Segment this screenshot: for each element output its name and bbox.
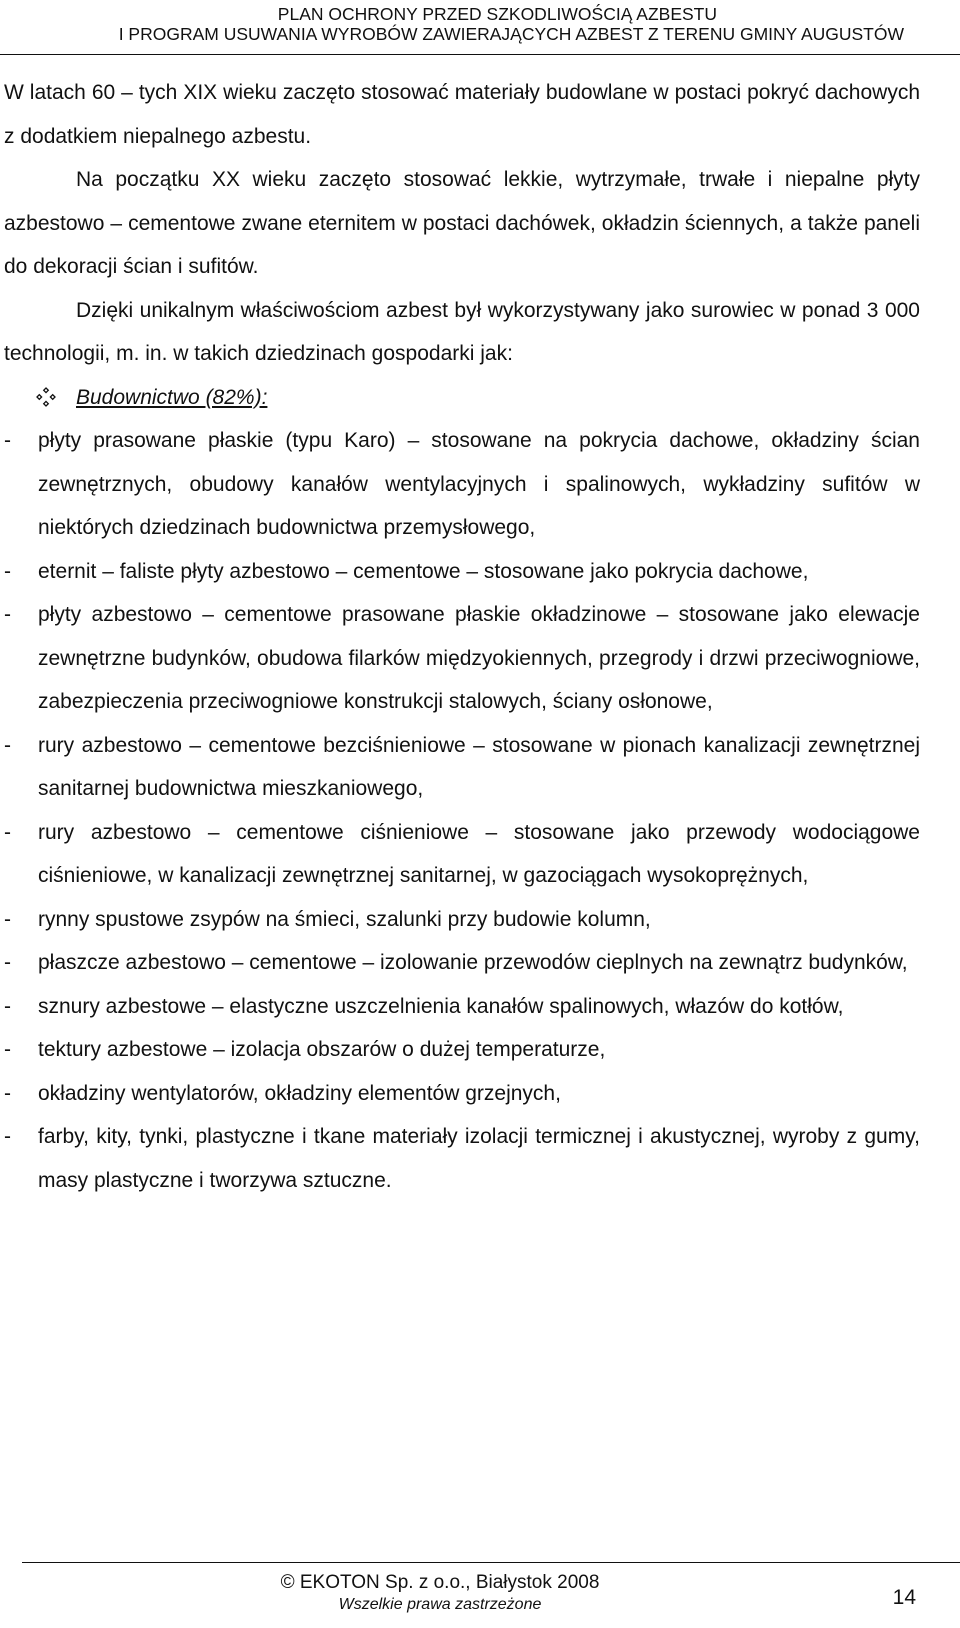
dash-marker: - — [4, 907, 11, 931]
dash-marker: - — [4, 1038, 11, 1061]
usage-list — [4, 419, 920, 1202]
dash-marker: - — [4, 603, 11, 626]
paragraph-technologies: Dzięki unikalnym właściwościom azbest był wykorzystywany jako surowiec w ponad 3 000 technologii, m. in. w takich dziedzinach gospodarki jak: — [4, 298, 920, 365]
list-item — [4, 724, 920, 811]
page-header — [0, 0, 960, 60]
page-footer — [0, 1562, 960, 1628]
header-divider — [0, 54, 960, 55]
list-item — [4, 941, 920, 985]
header-subtitle: I PROGRAM USUWANIA WYROBÓW ZAWIERAJĄCYCH AZBEST Z TERENU GMINY AUGUSTÓW — [118, 24, 904, 44]
list-item — [4, 1028, 920, 1072]
page-number: 14 — [892, 1586, 916, 1609]
list-item — [4, 419, 920, 550]
list-item-text: sznury azbestowe – elastyczne uszczelnienia kanałów spalinowych, włazów do kotłów, — [38, 994, 844, 1018]
list-item-text: rury azbestowo – cementowe bezciśnieniowe – stosowane w pionach kanalizacji zewnętrznej sanitarnej budownictwa mieszkaniowego, — [38, 733, 920, 800]
dash-marker: - — [4, 1081, 11, 1105]
list-item-text: farby, kity, tynki, plastyczne i tkane materiały izolacji termicznej i akustycznej, wyroby z gumy, masy plastyczne i tworzywa sztuczne. — [38, 1125, 920, 1192]
dash-marker: - — [4, 951, 11, 974]
list-item-text: okładziny wentylatorów, okładziny elementów grzejnych, — [38, 1081, 561, 1105]
footer-copyright: © EKOTON Sp. z o.o., Białystok 2008 — [280, 1572, 600, 1593]
list-item — [4, 593, 920, 724]
paragraph-eternit: Na początku XX wieku zaczęto stosować lekkie, wytrzymałe, trwałe i niepalne płyty azbestowo – cementowe zwane eternitem w postaci dachówek, okładzin ściennych, a także paneli do dekoracji ścian i sufitów. — [4, 168, 920, 278]
list-item — [4, 1115, 920, 1202]
section-label: Budownictwo (82%): — [76, 385, 268, 409]
dash-marker: - — [4, 820, 11, 844]
dash-marker: - — [4, 1125, 11, 1148]
dash-marker: - — [4, 559, 11, 583]
list-item — [4, 811, 920, 898]
list-item — [4, 985, 920, 1029]
section-heading-construction — [36, 376, 920, 420]
header-title: PLAN OCHRONY PRZED SZKODLIWOŚCIĄ AZBESTU — [277, 4, 717, 24]
four-diamond-bullet-icon — [36, 387, 56, 407]
dash-marker: - — [4, 994, 11, 1018]
list-item-text: płaszcze azbestowo – cementowe – izolowanie przewodów cieplnych na zewnątrz budynków, — [38, 951, 908, 974]
list-item — [4, 1072, 920, 1116]
paragraph-history: W latach 60 – tych XIX wieku zaczęto stosować materiały budowlane w postaci pokryć dachowych z dodatkiem niepalnego azbestu. — [4, 81, 920, 148]
list-item-text: tektury azbestowe – izolacja obszarów o dużej temperaturze, — [38, 1038, 606, 1061]
list-item — [4, 550, 920, 594]
list-item-text: płyty prasowane płaskie (typu Karo) – stosowane na pokrycia dachowe, okładziny ścian zewnętrznych, obudowy kanałów wentylacyjnych i spalinowych, wykładziny sufitów w niektórych dziedzinach budownictwa przemysłowego, — [38, 429, 920, 539]
footer-divider — [22, 1562, 960, 1563]
list-item-text: eternit – faliste płyty azbestowo – cementowe – stosowane jako pokrycia dachowe, — [38, 559, 809, 583]
footer-rights: Wszelkie prawa zastrzeżone — [338, 1596, 542, 1613]
list-item-text: rury azbestowo – cementowe ciśnieniowe – stosowane jako przewody wodociągowe ciśnieniowe, w kanalizacji zewnętrznej sanitarnej, w gazociągach wysokoprężnych, — [38, 820, 920, 887]
list-item — [4, 898, 920, 942]
list-item-text: płyty azbestowo – cementowe prasowane płaskie okładzinowe – stosowane jako elewacje zewnętrzne budynków, obudowa filarków międzyokiennych, przegrody i drzwi przeciwogniowe, zabezpieczenia przeciwogniowe konstrukcji stalowych, ściany osłonowe, — [38, 603, 920, 713]
list-item-text: rynny spustowe zsypów na śmieci, szalunki przy budowie kolumn, — [38, 907, 651, 931]
dash-marker: - — [4, 733, 11, 757]
dash-marker: - — [4, 429, 11, 452]
document-body — [4, 71, 920, 1202]
